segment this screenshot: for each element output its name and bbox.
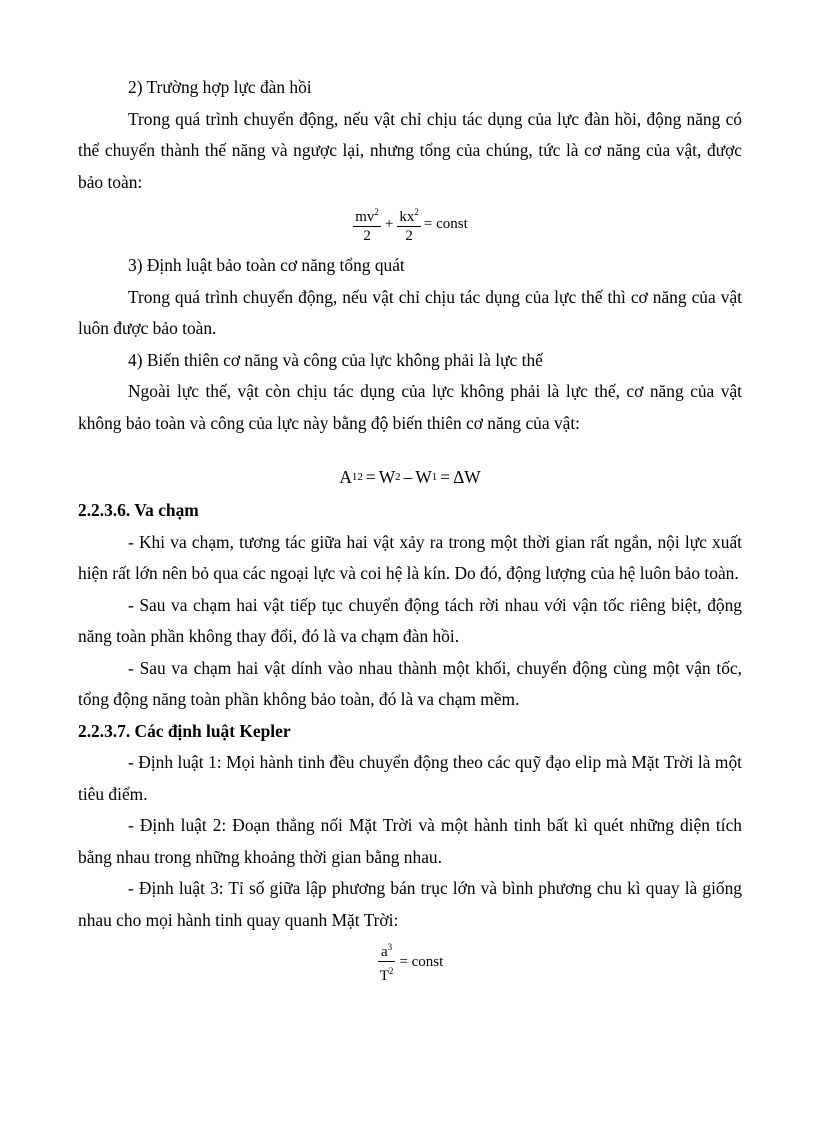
collision-item-2: - Sau va chạm hai vật tiếp tục chuyển động tách rời nhau với vận tốc riêng biệt, động năng toàn phần không thay đổi, đó là va chạm đàn hồi. [78, 594, 742, 646]
kepler-den: T [379, 968, 389, 984]
formula-minus: – [403, 466, 413, 487]
kepler-fraction [378, 939, 396, 985]
formula-a-sub: 12 [351, 471, 363, 483]
formula-plus: + [384, 215, 394, 232]
kepler-law-2: - Định luật 2: Đoạn thẳng nối Mặt Trời và một hành tinh bất kì quét những diện tích bằng nhau trong những khoảng thời gian bằng nhau. [78, 815, 742, 867]
variation-paragraph: Ngoài lực thế, vật còn chịu tác dụng của lực không phải là lực thế, cơ năng của vật không bảo toàn và công của lực này bằng độ biến thiên cơ năng của vật: [78, 381, 742, 433]
formula-a: A [339, 466, 352, 487]
document-page [78, 72, 742, 988]
general-law-heading: 3) Định luật bảo toàn cơ năng tổng quát [128, 255, 405, 275]
kepler-law-3: - Định luật 3: Tỉ số giữa lập phương bán trục lớn và bình phương chu kì quay là giống nhau cho mọi hành tinh quay quanh Mặt Trời: [78, 878, 742, 930]
formula-w1-sub: 1 [431, 471, 438, 483]
formula-num-1: mv [355, 208, 375, 225]
elastic-heading: 2) Trường hợp lực đàn hồi [128, 77, 312, 97]
fraction-elastic [397, 204, 421, 245]
elastic-paragraph: Trong quá trình chuyển động, nếu vật chỉ chịu tác dụng của lực đàn hồi, động năng có thể chuyển thành thế năng và ngược lại, nhưng tổng của chúng, tức là cơ năng của vật, được bảo toàn: [78, 108, 742, 192]
kepler-num: a [380, 944, 388, 960]
formula-eq-2: = [440, 466, 451, 487]
kepler-law-1: - Định luật 1: Mọi hành tinh đều chuyển động theo các quỹ đạo elip mà Mặt Trời là một tiêu điểm. [78, 752, 742, 804]
formula-w1: W [415, 466, 432, 487]
kepler-section-title: 2.2.3.7. Các định luật Kepler [78, 720, 291, 741]
kepler-den-exp: 2 [388, 966, 394, 976]
general-law-paragraph: Trong quá trình chuyển động, nếu vật chỉ chịu tác dụng của lực thế thì cơ năng của vật luôn được bảo toàn. [78, 286, 742, 338]
formula-den-2: 2 [405, 227, 413, 244]
variation-heading: 4) Biến thiên cơ năng và công của lực không phải là lực thế [128, 349, 543, 370]
formula-w2-sub: 2 [395, 471, 401, 483]
formula-exp-2: 2 [414, 206, 419, 217]
formula-delta: ΔW [453, 466, 481, 487]
collision-item-3: - Sau va chạm hai vật dính vào nhau thành một khối, chuyển động cùng một vận tốc, tổng động năng toàn phần không bảo toàn, đó là va chạm mềm. [78, 657, 742, 709]
formula-eq-1: = [365, 466, 376, 487]
kepler-rhs: = const [399, 953, 444, 970]
formula-exp-1: 2 [374, 206, 379, 217]
formula-rhs: = const [423, 215, 468, 232]
work-energy-formula [78, 459, 742, 495]
kepler-num-exp: 3 [387, 942, 393, 952]
formula-w2: W [378, 466, 396, 487]
kepler-formula [78, 936, 742, 988]
collision-item-1: - Khi va chạm, tương tác giữa hai vật xảy ra trong một thời gian rất ngắn, nội lực xuất hiện rất lớn nên bỏ qua các ngoại lực và coi hệ là kín. Do đó, động lượng của hệ luôn bảo toàn. [78, 531, 742, 583]
elastic-formula [78, 198, 742, 250]
formula-num-2: kx [399, 208, 415, 225]
collision-section-title: 2.2.3.6. Va chạm [78, 500, 199, 520]
formula-den-1: 2 [363, 227, 371, 244]
fraction-kinetic [353, 204, 381, 245]
